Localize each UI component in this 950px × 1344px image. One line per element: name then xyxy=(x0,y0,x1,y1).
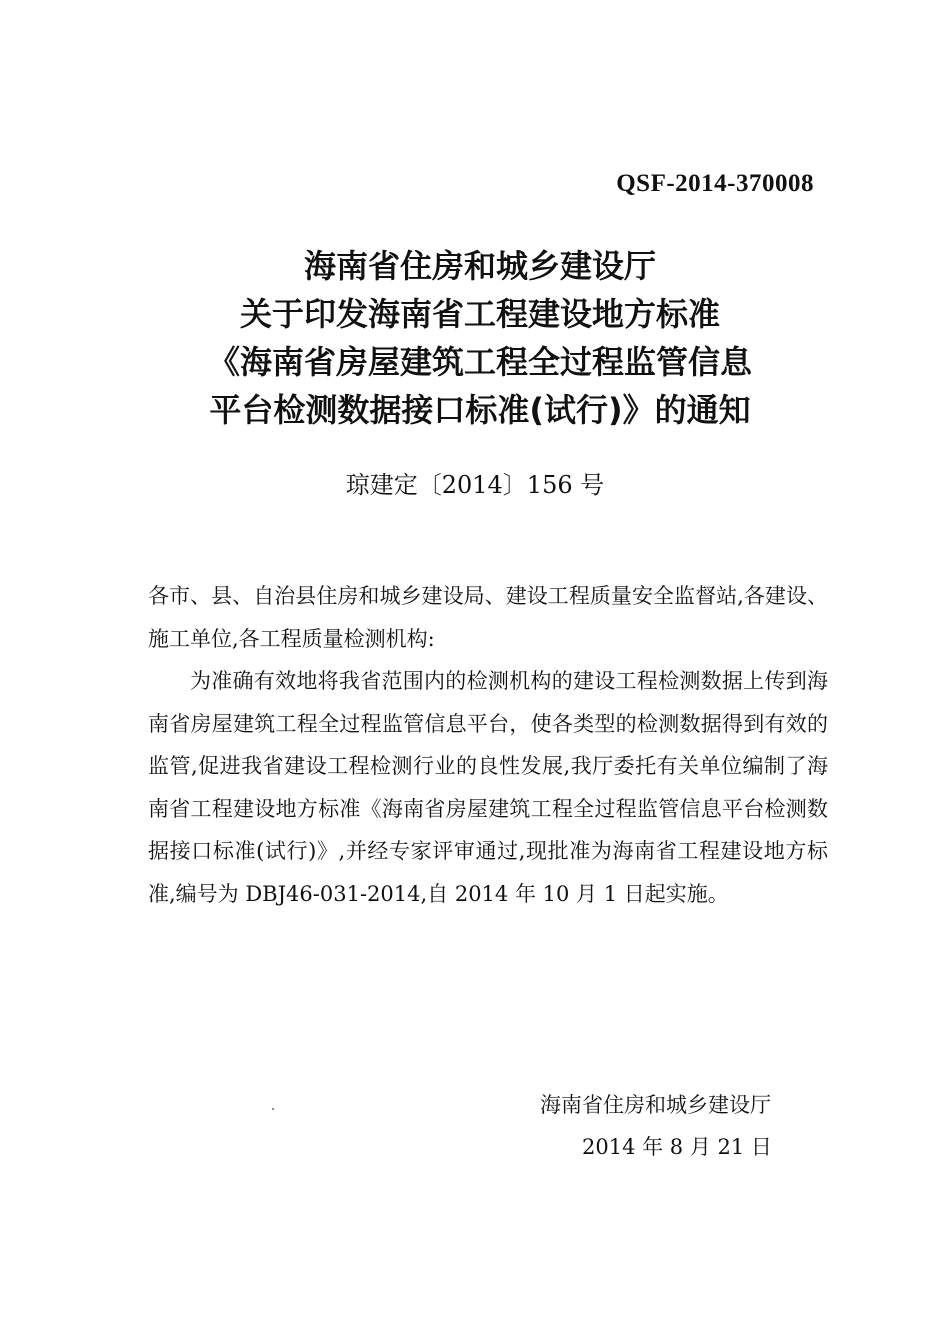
issue-date: 2014 年 8 月 21 日 xyxy=(582,1135,772,1159)
title-line: 海南省住房和城乡建设厅 xyxy=(303,247,656,285)
addressee-paragraph: 各市、县、自治县住房和城乡建设局、建设工程质量安全监督站,各建设、施工单位,各工程质量检测机构: xyxy=(148,584,828,651)
document-body xyxy=(148,575,828,915)
document-title xyxy=(140,242,820,434)
title-line: 《海南省房屋建筑工程全过程监管信息 xyxy=(207,343,752,381)
issuer-name: 海南省住房和城乡建设厅 xyxy=(540,1093,771,1117)
document-number: 琼建定〔2014〕156 号 xyxy=(345,471,605,499)
title-line: 平台检测数据接口标准(试行)》的通知 xyxy=(209,391,751,429)
signature-block xyxy=(540,1084,840,1168)
body-paragraph: 为准确有效地将我省范围内的检测机构的建设工程检测数据上传到海南省房屋建筑工程全过程监管信息平台，使各类型的检测数据得到有效的监管,促进我省建设工程检测行业的良性发展,我厅委托有关单位编制了海南省工程建设地方标准《海南省房屋建筑工程全过程监管信息平台检测数据接口标准(试行)》,并经专家评审通过,现批准为海南省工程建设地方标准,编号为 DBJ46-031-2014,自 2014 年 10 月 1 日起实施。 xyxy=(148,669,828,906)
scan-speck xyxy=(272,1108,274,1110)
title-line: 关于印发海南省工程建设地方标准 xyxy=(239,295,720,333)
document-code: QSF-2014-370008 xyxy=(616,170,814,197)
